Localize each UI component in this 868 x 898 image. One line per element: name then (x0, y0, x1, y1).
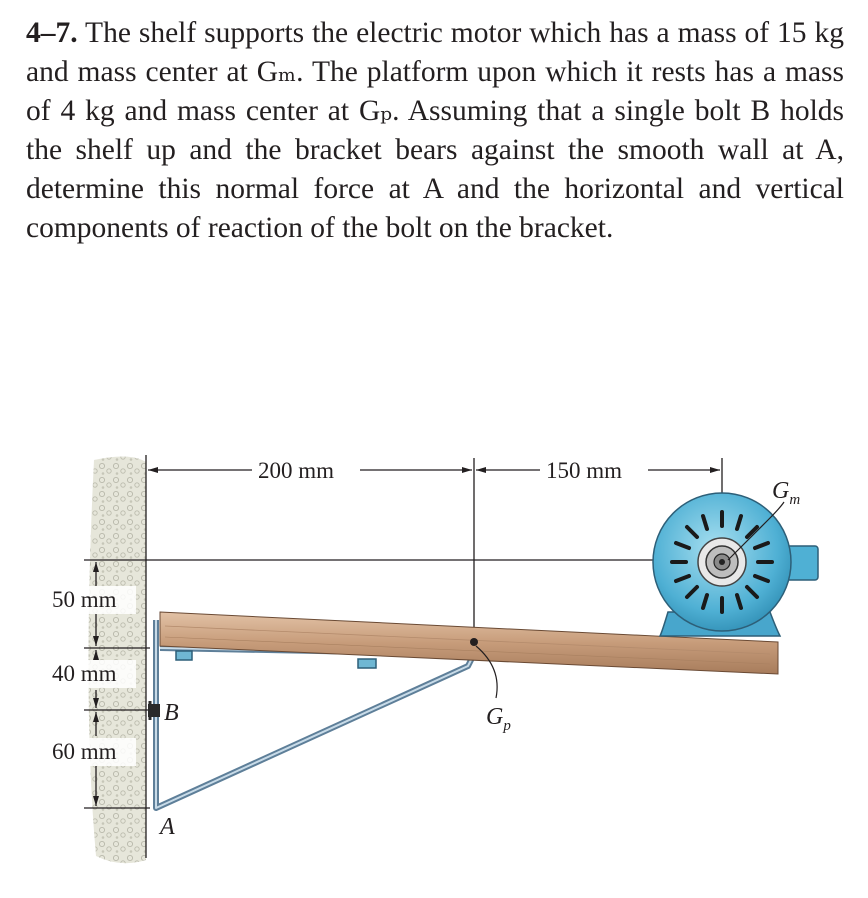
dim-60-label: 60 mm (52, 739, 117, 764)
label-Gm (772, 478, 800, 508)
label-Gp-sub: p (503, 718, 511, 734)
label-Gp-base: G (486, 704, 504, 730)
label-B: B (164, 700, 179, 726)
label-Gp (486, 704, 511, 734)
motor (653, 493, 818, 636)
dim-200-label: 200 mm (258, 458, 335, 483)
label-Gm-base: G (772, 478, 790, 504)
label-A: A (160, 814, 175, 840)
dim-50-label: 50 mm (52, 587, 117, 612)
dim-40-label: 40 mm (52, 661, 117, 686)
problem-text: The shelf supports the electric motor which has a mass of 15 kg and mass center at Gₘ. The platform upon which it rests has a mass of 4 kg and mass center at Gₚ. Assuming that a single bolt B holds the shelf up and the bracket bears against the smooth wall at A, determine this normal force at A and the horizontal and vertical components of reaction of the bolt on the bracket. (26, 17, 844, 244)
problem-number: 4–7. (26, 17, 78, 49)
label-Gm-sub: m (789, 492, 801, 508)
dim-150-label: 150 mm (546, 458, 623, 483)
